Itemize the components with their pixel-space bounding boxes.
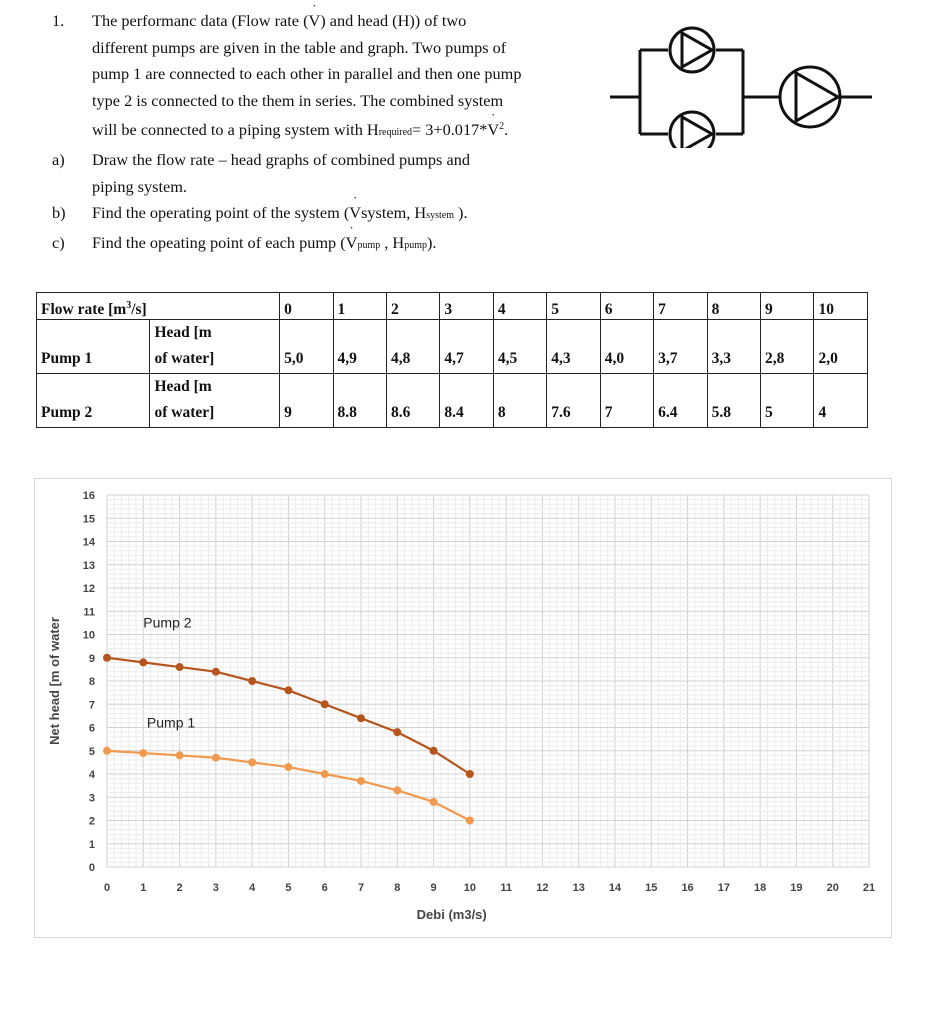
question-a-label: a)	[52, 149, 65, 169]
data-point	[321, 770, 329, 778]
x-tick-label: 16	[681, 882, 694, 894]
flow-rate-row	[37, 293, 868, 320]
question-b-label: b)	[52, 203, 66, 223]
x-tick-label: 6	[321, 882, 328, 894]
x-tick-label: 4	[249, 882, 256, 894]
x-tick-label: 18	[754, 882, 767, 894]
x-tick-label: 5	[285, 882, 292, 894]
pump-2-value: 6.4	[654, 374, 707, 428]
x-tick-label: 7	[357, 882, 365, 894]
x-tick-label: 21	[862, 882, 876, 894]
problem-intro	[52, 8, 597, 147]
flow-value: 9	[761, 293, 814, 320]
pump-2-value: 9	[280, 374, 333, 428]
v-dot-symbol-2: ˙ V	[487, 117, 499, 144]
flow-value: 6	[600, 293, 653, 320]
v-dot-symbol-3: ˙ V	[349, 200, 361, 227]
pump-arrangement-diagram	[610, 18, 880, 148]
data-point	[212, 754, 220, 762]
y-tick-label: 7	[88, 699, 95, 712]
x-tick-label: 8	[394, 882, 401, 894]
question-b-text: Find the operating point of the system (˙ Vsystem, Hsystem ).	[92, 200, 468, 230]
data-point	[139, 658, 147, 666]
question-c	[52, 230, 597, 260]
pump-1-value: 4,9	[333, 320, 386, 374]
x-tick-label: 17	[717, 882, 730, 894]
data-point	[466, 770, 474, 778]
y-tick-label: 5	[88, 745, 95, 758]
data-point	[430, 798, 438, 806]
pump-1-value: 2,0	[814, 320, 868, 374]
pump-2-row	[37, 374, 868, 428]
pump-1a-icon	[670, 28, 714, 72]
data-point	[248, 758, 256, 766]
x-tick-label: 10	[463, 882, 476, 894]
problem-line-4: type 2 is connected to the them in series. The combined system	[92, 90, 504, 110]
flow-value: 10	[814, 293, 868, 320]
pump-2-value: 8.6	[386, 374, 439, 428]
flow-value: 3	[440, 293, 493, 320]
data-point	[466, 817, 474, 825]
y-tick-label: 13	[82, 559, 95, 572]
data-point	[284, 763, 292, 771]
pump-1-value: 3,7	[654, 320, 707, 374]
y-tick-label: 9	[88, 652, 95, 665]
data-point	[393, 786, 401, 794]
pump-1-head-label: Head [m of water]	[150, 320, 280, 374]
data-point	[357, 777, 365, 785]
data-point	[357, 714, 365, 722]
x-axis-label: Debi (m3/s)	[416, 907, 487, 922]
x-tick-label: 1	[140, 882, 147, 894]
x-tick-label: 20	[826, 882, 839, 894]
y-tick-label: 1	[88, 838, 95, 851]
data-point	[176, 663, 184, 671]
y-tick-label: 15	[82, 513, 95, 526]
pump-1b-icon	[670, 112, 714, 148]
pump-data-table	[36, 292, 868, 428]
question-c-text: Find the opeating point of each pump (˙ Vpump , Hpump).	[92, 230, 436, 260]
problem-line-1: The performanc data (Flow rate (˙ V) and head (H)) of two	[92, 8, 521, 35]
question-a	[52, 147, 597, 200]
data-point	[248, 677, 256, 685]
y-axis-label: Net head [m of water	[47, 617, 62, 745]
pump-2-head-label: Head [m of water]	[150, 374, 280, 428]
pump-1-value: 4,5	[493, 320, 546, 374]
x-tick-label: 2	[176, 882, 183, 894]
y-tick-label: 0	[88, 862, 95, 874]
data-point	[212, 668, 220, 676]
square-superscript: 2	[499, 121, 505, 133]
problem-line-5: will be connected to a piping system with Hrequired= 3+0.017*˙ $V^2$.	[92, 114, 521, 147]
x-tick-label: 9	[430, 882, 437, 894]
pump-2-value: 8.4	[440, 374, 493, 428]
question-c-label: c)	[52, 232, 65, 252]
data-point	[393, 728, 401, 736]
pump-1-value: 3,3	[707, 320, 760, 374]
series-annotation: Pump 2	[143, 614, 192, 631]
pump-2-value: 4	[814, 374, 868, 428]
v-dot-symbol-4: ˙ V	[346, 230, 358, 257]
data-point	[430, 747, 438, 755]
question-a-line-1: Draw the flow rate – head graphs of combined pumps and	[92, 149, 470, 169]
pump-1-value: 4,3	[547, 320, 600, 374]
y-tick-label: 12	[82, 583, 95, 595]
flow-rate-header: Flow rate $[m^3/s]$	[37, 293, 280, 320]
y-tick-label: 10	[82, 629, 95, 642]
question-a-line-2: piping system.	[92, 176, 187, 196]
x-tick-label: 13	[572, 882, 585, 894]
y-tick-label: 4	[88, 769, 95, 781]
pump-1-value: 4,7	[440, 320, 493, 374]
y-tick-label: 6	[88, 722, 95, 735]
pump-2-value: 7	[600, 374, 653, 428]
pump-2-value: 8	[493, 374, 546, 428]
flow-value: 0	[280, 293, 333, 320]
y-tick-label: 2	[88, 815, 95, 828]
series-annotation: Pump 1	[146, 714, 196, 731]
pump-1-value: 4,0	[600, 320, 653, 374]
data-point	[176, 751, 184, 759]
y-tick-label: 11	[83, 606, 95, 619]
pump-1-value: 4,8	[386, 320, 439, 374]
pump-curve-chart	[34, 478, 892, 938]
x-tick-label: 14	[608, 882, 622, 894]
y-tick-label: 8	[88, 676, 95, 688]
problem-statement	[52, 8, 597, 259]
pump-1-value: 2,8	[761, 320, 814, 374]
data-point	[321, 700, 329, 708]
y-tick-label: 14	[82, 536, 95, 549]
flow-value: 4	[493, 293, 546, 320]
data-point	[139, 749, 147, 757]
flow-value: 7	[654, 293, 707, 320]
y-tick-label: 3	[88, 792, 95, 805]
x-tick-label: 12	[536, 882, 549, 894]
x-tick-label: 15	[645, 882, 658, 894]
pump-1-label: Pump 1	[37, 320, 150, 374]
pump-2-value: 8.8	[333, 374, 386, 428]
data-point	[284, 686, 292, 694]
x-tick-label: 3	[212, 882, 219, 894]
flow-value: 1	[333, 293, 386, 320]
problem-line-2: different pumps are given in the table and graph. Two pumps of	[92, 37, 507, 57]
pump-2-label: Pump 2	[37, 374, 150, 428]
pump-1-row	[37, 320, 868, 374]
required-subscript: required	[378, 127, 413, 139]
pump-1-value: 5,0	[280, 320, 333, 374]
x-tick-label: 11	[500, 882, 512, 894]
pump-2-value: 7.6	[547, 374, 600, 428]
x-tick-label: 19	[790, 882, 803, 894]
problem-intro-text	[92, 8, 521, 147]
data-point	[103, 654, 111, 662]
question-b	[52, 200, 597, 230]
y-tick-label: 16	[82, 490, 95, 502]
problem-number: 1.	[52, 11, 65, 30]
flow-value: 2	[386, 293, 439, 320]
problem-line-3: pump 1 are connected to each other in parallel and then one pump	[92, 64, 522, 84]
pump-2-icon	[780, 67, 840, 127]
pump-2-value: 5.8	[707, 374, 760, 428]
pump-2-value: 5	[761, 374, 814, 428]
chart-svg	[35, 479, 893, 939]
flow-value: 5	[547, 293, 600, 320]
flow-value: 8	[707, 293, 760, 320]
x-tick-label: 0	[103, 882, 111, 894]
data-point	[103, 747, 111, 755]
v-dot-symbol: ˙ V	[309, 8, 321, 35]
